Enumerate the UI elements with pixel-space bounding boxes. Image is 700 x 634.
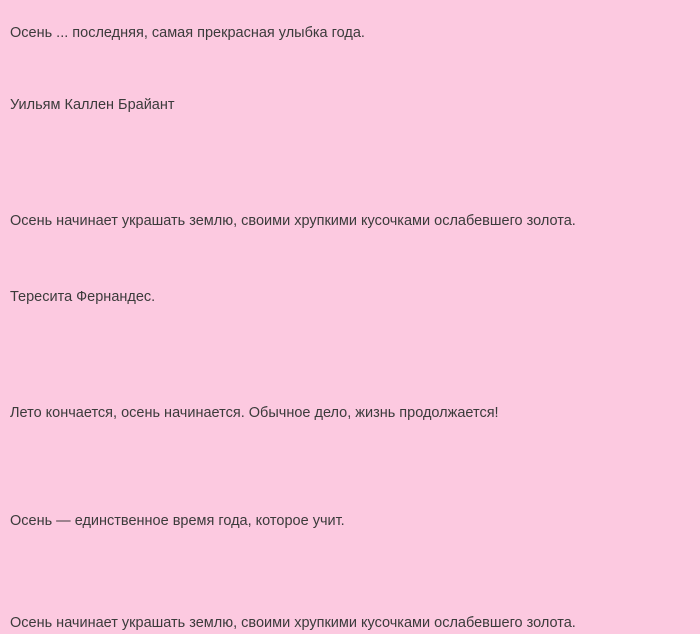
quote-text: Осень начинает украшать землю, своими хрупкими кусочками ослабевшего золота. — [10, 212, 576, 229]
quote-author-spacer — [10, 246, 690, 272]
top-spacer — [10, 0, 690, 8]
block-gap-1 — [10, 130, 690, 196]
quote-text: Лето кончается, осень начинается. Обычное дело, жизнь продолжается! — [10, 404, 499, 421]
quote-author: Тересита Фернандес. — [10, 288, 156, 305]
quote-block-5 — [10, 613, 690, 634]
quote-block-2 — [10, 211, 690, 308]
quote-author: Уильям Каллен Брайант — [10, 96, 175, 113]
quote-text: Осень ... последняя, самая прекрасная улыбка года. — [10, 24, 365, 41]
block-gap-4 — [10, 546, 690, 598]
quote-text: Осень — единственное время года, которое учит. — [10, 512, 345, 529]
quote-block-1 — [10, 23, 690, 116]
block-gap-3 — [10, 438, 690, 496]
quote-text: Осень начинает украшать землю, своими хрупкими кусочками ослабевшего золота. — [10, 614, 576, 631]
quote-author-spacer — [10, 58, 690, 80]
quote-block-4 — [10, 511, 690, 532]
block-gap-2 — [10, 322, 690, 388]
quote-block-3 — [10, 403, 690, 424]
